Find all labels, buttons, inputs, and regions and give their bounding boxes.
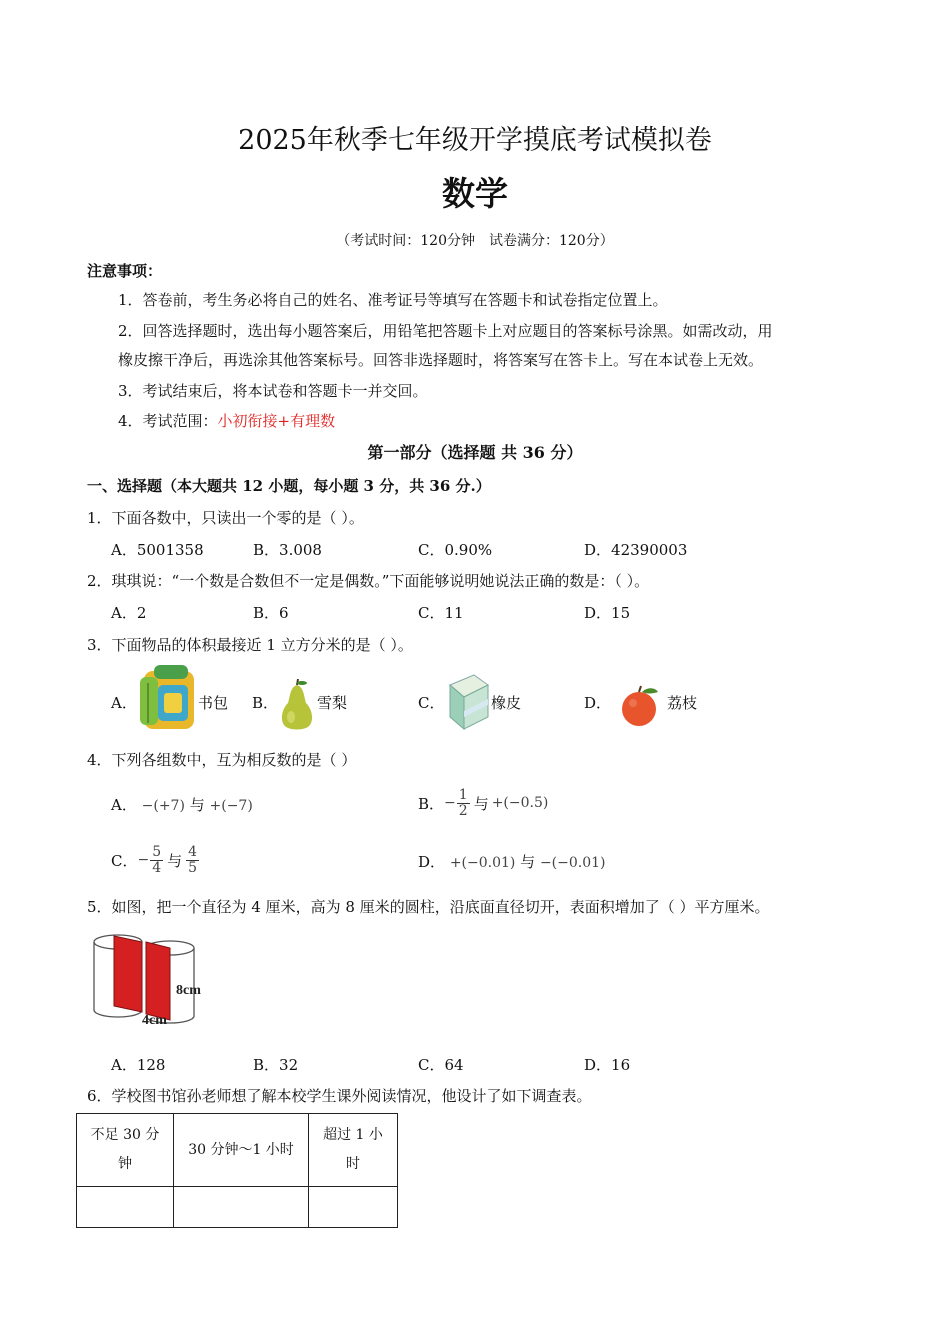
q4-option-a <box>111 794 253 815</box>
survey-answer-cell-2[interactable] <box>174 1187 309 1228</box>
notice-item-2-line2: 橡皮擦干净后，再选涂其他答案标号。回答非选择题时，将答案写在答卡上。写在本试卷上无效。 <box>118 351 764 369</box>
q4-b-num: 1 <box>458 786 468 803</box>
survey-col3-line2: 时 <box>346 1156 360 1172</box>
exam-scope: 小初衔接+有理数 <box>217 412 336 430</box>
notice-item-4-prefix: 4．考试范围： <box>118 412 218 430</box>
survey-answer-row <box>77 1187 398 1228</box>
q3-option-c: C． <box>418 694 445 712</box>
notice-item-3: 3．考试结束后，将本试卷和答题卡一并交回。 <box>118 382 428 400</box>
cylinder-figure <box>88 928 212 1028</box>
backpack-icon <box>138 663 200 733</box>
survey-col-30min-1hour: 30 分钟～1 小时 <box>174 1114 309 1187</box>
q3-option-d: D． <box>584 694 612 712</box>
q5-option-a: A．128 <box>111 1056 166 1074</box>
cylinder-height-label: 8cm <box>176 983 201 998</box>
q1-option-b: B．3.008 <box>253 541 322 559</box>
q5-stem: 5．如图，把一个直径为 4 厘米，高为 8 厘米的圆柱，沿底面直径切开，表面积增加了（ ）平方厘米。 <box>87 898 770 916</box>
exam-title: 2025年秋季七年级开学摸底考试模拟卷 <box>238 125 712 156</box>
subject-title: 数学 <box>442 174 508 213</box>
survey-col1-line2: 钟 <box>118 1156 132 1172</box>
q3-label-b: 雪梨 <box>317 694 348 712</box>
q4-option-b-prefix: B． <box>418 794 445 813</box>
q4-option-d <box>418 851 606 872</box>
survey-header-row <box>77 1114 398 1187</box>
q4-c-num2: 4 <box>188 843 198 860</box>
q4-b-den: 2 <box>458 802 468 819</box>
exam-info: （考试时间：120分钟 试卷满分：120分） <box>336 233 614 249</box>
q4-c-fraction2 <box>186 845 199 875</box>
survey-col-under-30min <box>77 1114 174 1187</box>
notice-item-2-line1: 2．回答选择题时，选出每小题答案后，用铅笔把答题卡上对应题目的答案标号涂黑。如需改动，用 <box>118 322 773 340</box>
q4-b-and: 与 <box>473 794 489 813</box>
q4-c-fraction1 <box>150 845 163 875</box>
q1-stem: 1．下面各数中，只读出一个零的是（ ）。 <box>87 509 364 527</box>
q4-d-expr2: −(−0.01) <box>539 855 606 871</box>
q2-stem: 2．琪琪说：“一个数是合数但不一定是偶数。”下面能够说明她说法正确的数是：（ ）。 <box>87 572 650 590</box>
q5-option-b: B．32 <box>253 1056 299 1074</box>
q2-option-b: B．6 <box>253 604 289 622</box>
q1-option-d: D．42390003 <box>584 541 688 559</box>
q4-c-and: 与 <box>167 851 183 870</box>
q4-stem: 4．下列各组数中，互为相反数的是（ ） <box>87 751 357 769</box>
q4-option-b <box>418 781 548 825</box>
q2-option-a: A．2 <box>111 604 147 622</box>
q5-option-d: D．16 <box>584 1056 631 1074</box>
q4-option-a-prefix: A． <box>111 796 137 814</box>
q4-option-d-prefix: D． <box>418 853 446 871</box>
q4-b-fraction <box>457 788 470 818</box>
q4-c-num1: 5 <box>152 843 162 860</box>
q4-b-expr2: +(−0.5) <box>491 795 549 811</box>
q5-option-c: C．64 <box>418 1056 464 1074</box>
survey-col3-line1: 超过 1 小 <box>323 1127 383 1143</box>
eraser-icon <box>444 671 492 733</box>
q2-option-d: D．15 <box>584 604 631 622</box>
survey-col-over-1hour <box>309 1114 398 1187</box>
q3-label-d: 荔枝 <box>667 694 698 712</box>
q4-option-c-prefix: C． <box>111 851 138 870</box>
notice-item-4 <box>118 410 335 431</box>
q4-d-and: 与 <box>520 853 536 871</box>
survey-answer-cell-3[interactable] <box>309 1187 398 1228</box>
q3-option-a: A． <box>111 694 137 712</box>
notice-item-1: 1．答卷前，考生务必将自己的姓名、准考证号等填写在答题卡和试卷指定位置上。 <box>118 291 668 309</box>
part1-heading: 第一部分（选择题 共 36 分） <box>367 443 583 462</box>
q3-label-a: 书包 <box>198 694 229 712</box>
q1-option-a: A．5001358 <box>111 541 204 559</box>
q4-c-den1: 4 <box>152 859 162 876</box>
cylinder-diameter-label: 4cm <box>142 1013 167 1028</box>
q4-a-and: 与 <box>189 796 205 814</box>
q4-c-den2: 5 <box>188 859 198 876</box>
pear-icon <box>276 679 318 733</box>
q4-d-expr1: +(−0.01) <box>449 855 516 871</box>
q2-option-c: C．11 <box>418 604 464 622</box>
q6-stem: 6．学校图书馆孙老师想了解本校学生课外阅读情况，他设计了如下调查表。 <box>87 1087 592 1105</box>
survey-col1-line1: 不足 30 分 <box>90 1127 160 1143</box>
q4-option-c <box>111 838 200 882</box>
survey-table <box>76 1113 398 1228</box>
survey-answer-cell-1[interactable] <box>77 1187 174 1228</box>
lychee-icon <box>620 684 662 728</box>
q4-a-expr2: +(−7) <box>209 798 253 814</box>
section1-heading: 一、选择题（本大题共 12 小题，每小题 3 分，共 36 分.） <box>87 477 491 495</box>
notice-heading: 注意事项： <box>87 262 163 280</box>
q3-stem: 3．下面物品的体积最接近 1 立方分米的是（ ）。 <box>87 636 413 654</box>
q4-a-expr1: −(+7) <box>141 798 185 814</box>
q3-option-b: B． <box>252 694 279 712</box>
q1-option-c: C．0.90% <box>418 541 493 559</box>
q3-label-c: 橡皮 <box>491 694 522 712</box>
q4-b-minus: − <box>444 795 456 811</box>
q4-c-minus: − <box>137 852 150 868</box>
